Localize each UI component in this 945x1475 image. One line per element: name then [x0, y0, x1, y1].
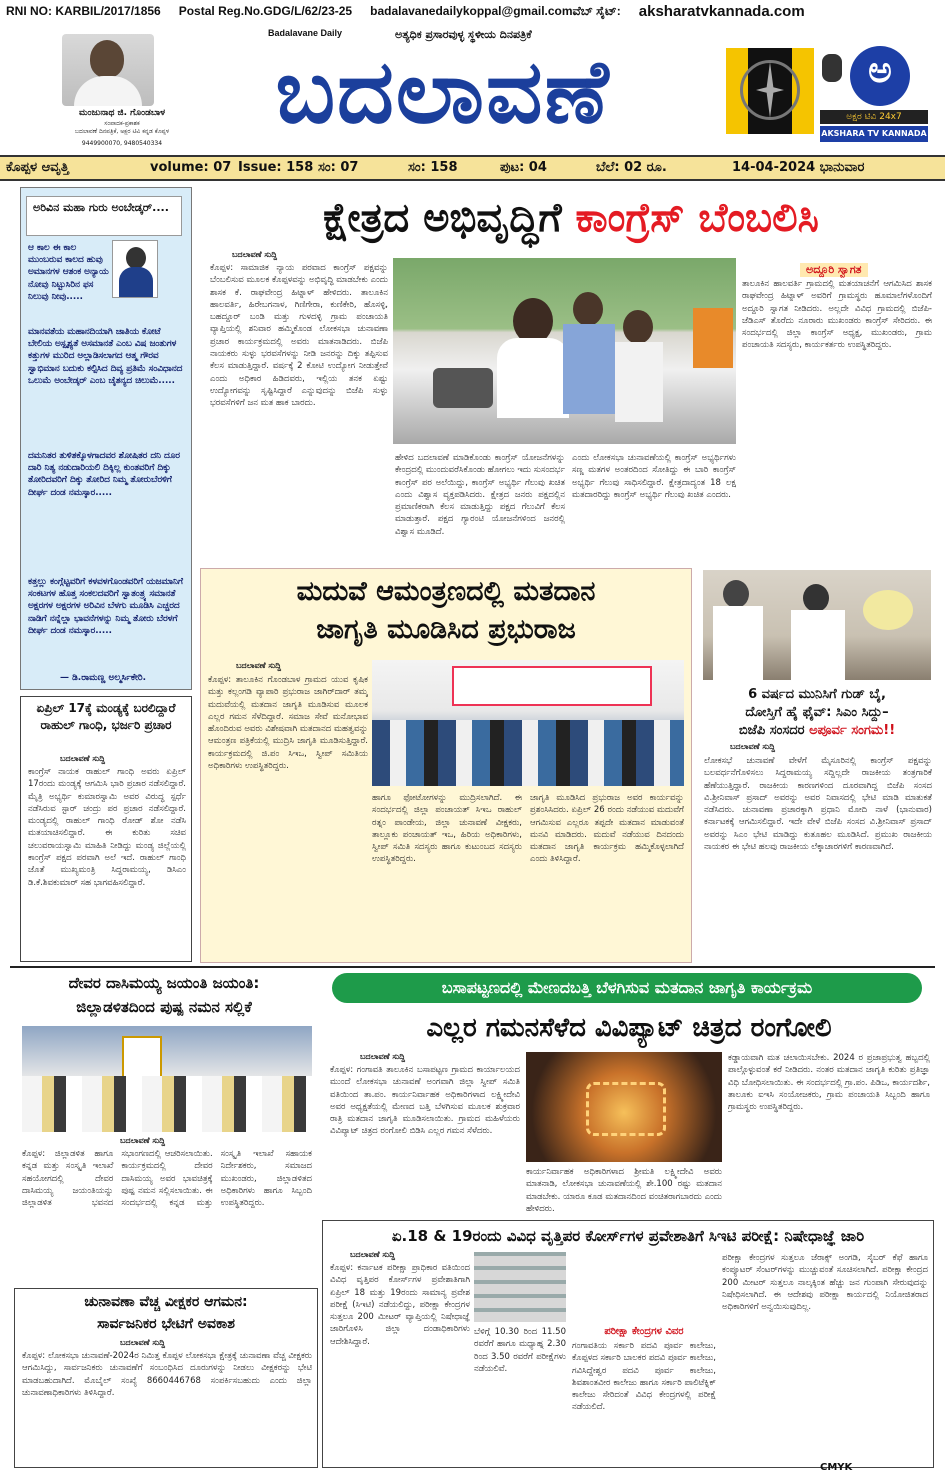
cet-headline: ಏ.18 & 19ರಂದು ವಿವಿಧ ವೃತ್ತಿಪರ ಕೋರ್ಸ್‌ಗಳ ಪ್ರವೇಶಾತಿಗೆ ಸಿಇಟಿ ಪರೀಕ್ಷೆ: ನಿಷೇಧಾಜ್ಞೆ ಜಾರಿ	[391, 1227, 865, 1245]
rangoli-col-3: ಕಡ್ಡಾಯವಾಗಿ ಮತ ಚಲಾಯಿಸಬೇಕು. 2024 ರ ಪ್ರಜಾಪ್ರಭುತ್ವ ಹಬ್ಬದಲ್ಲಿ ಪಾಲ್ಗೊಳ್ಳುವಂತೆ ಕರೆ ನೀಡಿದರು. ನಂತರ ಮತದಾನ ಜಾಗೃತಿ ಕುರಿತು ಪ್ರತಿಜ್ಞಾ ವಿಧಿ ಬೋಧಿಸಲಾಯಿತು. ಈ ಸಂದರ್ಭದಲ್ಲಿ ಗ್ರಾ.ಪಂ. ಪಿಡಿಒ, ಕಾರ್ಯದರ್ಶಿ, ತಾಲೂಕು ಐಇಸಿ ಸಂಯೋಜಕರು, ಗ್ರಾಮ ಪಂಚಾಯತಿ ಸಿಬ್ಬಂದಿ ಹಾಗೂ ಗ್ರಾಮಸ್ಥರು ಉಪಸ್ಥಿತರಿದ್ದರು.	[728, 1053, 930, 1113]
siddu-headline-3b: ಅಪೂರ್ವ ಸಂಗಮ!!	[809, 723, 896, 738]
poet-name: — ಡಿ.ರಾಮಣ್ಣ ಅಲ್ಮರ್ಸಿಕೇರಿ.	[60, 673, 147, 683]
cet-col-2: ಬೆಳಿಗ್ಗೆ 10.30 ರಿಂದ 11.50 ರವರೆಗೆ ಹಾಗೂ ಮಧ್ಯಾಹ್ನ 2.30 ರಿಂದ 3.50 ರವರೆಗೆ ಪರೀಕ್ಷೆಗಳು ನಡೆಯಲಿವೆ.	[474, 1327, 566, 1374]
lead-byline: ಬದಲಾವಣೆ ಸುದ್ದಿ	[232, 250, 278, 259]
siddu-headline-1: 6 ವರ್ಷದ ಮುನಿಸಿಗೆ ಗುಡ್ ಬೈ,	[748, 687, 886, 702]
price: ಬೆಲೆ: 02 ರೂ.	[596, 160, 667, 175]
pages: ಪುಟ: 04	[500, 160, 547, 175]
wedding-col-2: ಹಾಗೂ ಫೋಟೋಗಳನ್ನು ಮುದ್ರಿಸಲಾಗಿದೆ. ಈ ಸಂದರ್ಭದಲ್ಲಿ ಜಿಲ್ಲಾ ಪಂಚಾಯತ್ ಸಿಇಒ ರಾಹುಲ್ ರತ್ನಂ ಪಾಂಡೇಯ, ಜಿಲ್ಲಾ ಚುನಾವಣೆ ವೀಕ್ಷಕರು, ತಾಲ್ಲೂಕು ಪಂಚಾಯತ್ ಇಒ, ಹಿರಿಯ ಅಧಿಕಾರಿಗಳು, ಸ್ವೀಪ್ ಸಮಿತಿ ಸದಸ್ಯರು ಹಾಗೂ ಕುಟುಂಬದ ಸದಸ್ಯರು ಉಪಸ್ಥಿತರಿದ್ದರು.	[372, 793, 522, 865]
lead-col-3: ಎಂದು ಲೋಕಸಭಾ ಚುನಾವಣೆಯಲ್ಲಿ ಕಾಂಗ್ರೆಸ್ ಅಭ್ಯರ್ಥಿಗಳು ಸಣ್ಣ ಮತಗಳ ಅಂತರದಿಂದ ಸೋತಿದ್ದು ಈ ಬಾರಿ ಕಾಂಗ್ರೆಸ್ ಅಭ್ಯರ್ಥಿ ಗೆಲುವು ಸಾಧಿಸಲಿದ್ದಾರೆ. ಕ್ಷೇತ್ರದಾದ್ಯಂತ 18 ಲಕ್ಷ ಮತದಾರರಿದ್ದು ಕಾಂಗ್ರೆಸ್ ಅಭ್ಯರ್ಥಿ ಗೆಲುವು ಖಚಿತ ಎಂದರು.	[572, 453, 736, 500]
cet-col-3: ಗಂಗಾವತಿಯ ಸರ್ಕಾರಿ ಪದವಿ ಪೂರ್ವ ಕಾಲೇಜು, ಕೊಪ್ಪಳದ ಸರ್ಕಾರಿ ಬಾಲಕರ ಪದವಿ ಪೂರ್ವ ಕಾಲೇಜು, ಗವಿಸಿದ್ದೇಶ್ವರ ಪದವಿ ಪೂರ್ವ ಕಾಲೇಜು, ಶಿವಶಾಂತವೀರ ಕಾಲೇಜು ಹಾಗೂ ಸರ್ಕಾರಿ ಪಾಲಿಟೆಕ್ನಿಕ್ ಕಾಲೇಜು ಸೇರಿದಂತೆ ವಿವಿಧ ಕೇಂದ್ರಗಳಲ್ಲಿ ಪರೀಕ್ಷೆ ನಡೆಯಲಿದೆ.	[572, 1341, 716, 1413]
email: badalavanedailykoppal@gmail.comವೆಬ್ ಸೈಟ್:	[370, 3, 621, 18]
cet-byline: ಬದಲಾವಣೆ ಸುದ್ದಿ	[350, 1250, 396, 1259]
website: aksharatvkannada.com	[638, 2, 805, 20]
masthead	[0, 22, 945, 154]
editor-role: ಸಂಪಾದಕ-ಪ್ರಕಾಶಕ	[104, 120, 140, 127]
top-info-bar	[0, 0, 945, 22]
tv-name: AKSHARA TV KANNADA	[820, 126, 928, 142]
election-expense-body: ಕೊಪ್ಪಳ: ಲೋಕಸಭಾ ಚುನಾವಣೆ-2024ರ ನಿಮಿತ್ತ ಕೊಪ್ಪಳ ಲೋಕಸಭಾ ಕ್ಷೇತ್ರಕ್ಕೆ ಚುನಾವಣಾ ವೆಚ್ಚ ವೀಕ್ಷಕರು ಆಗಮಿಸಿದ್ದು, ಸಾರ್ವಜನಿಕರು ಚುನಾವಣೆಗೆ ಸಂಬಂಧಿಸಿದ ದೂರುಗಳನ್ನು ನೀಡಲು ವೀಕ್ಷಕರನ್ನು ಭೇಟಿ ಮಾಡಬಹುದಾಗಿದೆ. ಮೊಬೈಲ್ ಸಂಖ್ಯೆ 8660446768 ಸಂಪರ್ಕಿಸಬಹುದು ಎಂದು ಜಿಲ್ಲಾ ಚುನಾವಣಾಧಿಕಾರಿಗಳು ತಿಳಿಸಿದ್ದಾರೆ.	[22, 1351, 312, 1398]
akshara-tv-logo	[820, 40, 928, 148]
section-divider	[10, 966, 935, 968]
dasimayya-byline: ಬದಲಾವಣೆ ಸುದ್ದಿ	[120, 1136, 166, 1145]
date: 14-04-2024 ಭಾನುವಾರ	[732, 160, 865, 175]
editor-details	[62, 120, 182, 136]
rni-number: RNI NO: KARBIL/2017/1856	[6, 4, 161, 18]
wedding-photo	[372, 660, 684, 786]
rangoli-photo	[526, 1052, 722, 1162]
dasimayya-headline-2: ಜಿಲ್ಲಾಡಳಿತದಿಂದ ಪುಷ್ಪ ನಮನ ಸಲ್ಲಿಕೆ	[76, 998, 252, 1016]
wedding-headline-2: ಜಾಗೃತಿ ಮೂಡಿಸಿದ ಪ್ರಭುರಾಜ	[316, 614, 576, 645]
lead-col-4: ತಾಲೂಕಿನ ಹಾಲವರ್ತಿ ಗ್ರಾಮದಲ್ಲಿ ಮತಯಾಚನೆಗೆ ಆಗಮಿಸಿದ ಶಾಸಕ ರಾಘವೇಂದ್ರ ಹಿಟ್ನಾಳ್ ಅವರಿಗೆ ಗ್ರಾಮಸ್ಥರು ಹೂಮಾಲೆಗಳೊಂದಿಗೆ ಅದ್ದೂರಿ ಸ್ವಾಗತ ನೀಡಿದರು. ಅಲ್ಲದೇ ವಿವಿಧ ಗ್ರಾಮದಲ್ಲಿ ಬಿಜೆಪಿ-ಜೆಡಿಎಸ್ ತೊರೆದು ನೂರಾರು ಮುಖಂಡರು ಕಾಂಗ್ರೆಸ್ ಸೇರಿದರು. ಈ ಸಂದರ್ಭದಲ್ಲಿ ಜಿಲ್ಲಾ ಕಾಂಗ್ರೆಸ್ ಅಧ್ಯಕ್ಷ, ಮುಖಂಡರು, ಗ್ರಾಮ ಪಂಚಾಯತಿ ಸದಸ್ಯರು, ಕಾರ್ಯಕರ್ತರು ಉಪಸ್ಥಿತರಿದ್ದರು.	[742, 279, 932, 351]
poem-stanza-1: ಆ ಕಾಲ ಈ ಕಾಲ ಮುಂಬರುವ ಕಾಲದ ಹುವು ಅಮಾನಗಳ ಆತಂಕ ಅನ್ಯಾಯ ನೋವು ನಿಟ್ಟುಸಿರಿನ ಫಸ ನಿಲುವು ನೀವು.....	[28, 243, 109, 302]
tv-band: ಅಕ್ಷರ ಟಿವಿ 24x7	[820, 110, 928, 124]
poem-stanza-2: ಮಾನವತೆಯ ಮಹಾನದಿಯಾಗಿ ಜಾತಿಯ ಕೋಟೆ ಬೇಲಿಯ ಅಸ್ಪೃಶ್ಯತೆ ಅಸಮಾನತೆ ಎಂಬ ವಿಷ ಜಂತುಗಳ ಕತ್ತುಗಳ ಮುರಿದ ಅಲ್ಲಾಡಿಸಲಾಗದ ಆತ್ಮ ಗೌರವ ಸ್ವಾಭಿಮಾನ ಬದುಕು ಕಲ್ಪಿಸಿದ ದಿವ್ಯ ಪ್ರತಿಮೆ ಸಂವಿಧಾನದ ಒಲುಮೆ ಅಂಬೇಡ್ಕರ್ ಎಂಬ ಚೈತನ್ಯದ ಚಿಲುಮೆ.....	[28, 327, 183, 386]
rangoli-col-1: ಕೊಪ್ಪಳ: ಗಂಗಾವತಿ ತಾಲೂಕಿನ ಬಸಾಪಟ್ಟಣ ಗ್ರಾಮದ ಕಾರ್ಯಾಲಯದ ಮುಂದೆ ಲೋಕಸಭಾ ಚುನಾವಣೆ ಅಂಗವಾಗಿ ಜಿಲ್ಲಾ ಸ್ವೀಪ್ ಸಮಿತಿ ವತಿಯಿಂದ ತಾ.ಪಂ. ಕಾರ್ಯನಿರ್ವಾಹಕ ಅಧಿಕಾರಿಗಳಾದ ಲಕ್ಷ್ಮೀದೇವಿ ಅವರ ಅಧ್ಯಕ್ಷತೆಯಲ್ಲಿ ಮೇಣದ ಬತ್ತಿ ಬೆಳಗಿಸುವ ಮೂಲಕ ಶುಕ್ರವಾರ ರಾತ್ರಿ ಮತದಾನ ಜಾಗೃತಿ ಮೂಡಿಸಲಾಯಿತು. ಗ್ರಾಮದ ಮಹಿಳೆಯರು ವಿವಿಪ್ಯಾಟ್ ಚಿತ್ರದ ರಂಗೋಲಿ ಬಿಡಿಸಿ ಎಲ್ಲರ ಗಮನ ಸೆಳೆದರು.	[330, 1065, 520, 1137]
dasimayya-body: ಕೊಪ್ಪಳ: ಜಿಲ್ಲಾಡಳಿತ ಹಾಗೂ ಕನ್ನಡ ಮತ್ತು ಸಂಸ್ಕೃತಿ ಇಲಾಖೆ ಸಹಯೋಗದಲ್ಲಿ ದೇವರ ದಾಸಿಮಯ್ಯ ಜಯಂತಿಯನ್ನು ಜಿಲ್ಲಾಡಳಿತ ಭವನದ ಸಭಾಂಗಣದಲ್ಲಿ ಆಚರಿಸಲಾಯಿತು. ಕಾರ್ಯಕ್ರಮದಲ್ಲಿ ದೇವರ ದಾಸಿಮಯ್ಯ ಅವರ ಭಾವಚಿತ್ರಕ್ಕೆ ಪುಷ್ಪ ನಮನ ಸಲ್ಲಿಸಲಾಯಿತು. ಈ ಸಂದರ್ಭದಲ್ಲಿ ಕನ್ನಡ ಮತ್ತು ಸಂಸ್ಕೃತಿ ಇಲಾಖೆ ಸಹಾಯಕ ನಿರ್ದೇಶಕರು, ಸಮಾಜದ ಮುಖಂಡರು, ಜಿಲ್ಲಾಡಳಿತದ ಅಧಿಕಾರಿಗಳು ಹಾಗೂ ಸಿಬ್ಬಂದಿ ಉಪಸ್ಥಿತರಿದ್ದರು.	[22, 1149, 312, 1209]
siddu-headline-3a: ಬಿಜೆಪಿ ಸಂಸದರ	[738, 723, 810, 738]
poem-stanza-3: ದಮನಿತರ ತುಳಿತಕ್ಕೊಳಗಾದವರ ಶೋಷಿತರ ದನಿ ದೂರ ದಾರಿ ನಿತ್ಯ ನಡುದಾರಿಯಲಿ ದಿಕ್ಕಿಲ್ಲ ಕುಂತವರಿಗೆ ದಿಕ್ಕು ತೋರಿದವರಿಗೆ ದಿಕ್ಕು ತೋರಿದ ನಿಮ್ಮ ತೋರುಬೆರಳಿಗೆ ದೀರ್ಘ ದಂಡ ನಮಸ್ಕಾರ.....	[28, 451, 180, 498]
rangoli-headline: ಎಲ್ಲರ ಗಮನಸೆಳೆದ ವಿವಿಪ್ಯಾಟ್ ಚಿತ್ರದ ರಂಗೋಲಿ	[426, 1013, 832, 1043]
editor-address: ಬದಲಾವಣೆ ದಿನಪತ್ರಿಕೆ, ಅಕ್ಷರ ಟಿವಿ ಕನ್ನಡ ಕೊಪ್ಪಳ	[74, 128, 170, 135]
election-expense-headline-2: ಸಾರ್ವಜನಿಕರ ಭೇಟಿಗೆ ಅವಕಾಶ	[97, 1316, 235, 1332]
rahul-byline: ಬದಲಾವಣೆ ಸುದ್ದಿ	[60, 754, 106, 763]
wedding-col-3: ಜಾಗೃತಿ ಮೂಡಿಸಿದ ಪ್ರಭುರಾಜ ಅವರ ಕಾರ್ಯವನ್ನು ಪ್ರಶಂಸಿಸಿದರು. ಏಪ್ರಿಲ್ 26 ರಂದು ನಡೆಯುವ ಮದುವೆಗೆ ಆಗಮಿಸುವ ಎಲ್ಲರೂ ತಪ್ಪದೇ ಮತದಾನ ಮಾಡುವಂತೆ ಮನವಿ ಮಾಡಿದರು. ಮದುವೆ ನಡೆಯುವ ದಿನದಂದು ಮತದಾನ ಜಾಗೃತಿ ಕಾರ್ಯಕ್ರಮ ಹಮ್ಮಿಕೊಳ್ಳಲಾಗಿದೆ ಎಂದು ತಿಳಿಸಿದ್ದಾರೆ.	[530, 793, 684, 865]
cmyk-mark: CMYK	[820, 1462, 853, 1473]
compass-logo	[726, 48, 814, 134]
edition: ಕೊಪ್ಪಳ ಆವೃತ್ತಿ	[6, 160, 69, 175]
lead-col-2: ಹೇಳಿದ ಬದಲಾವಣೆ ಮಾಡಿಕೊಂಡು ಕಾಂಗ್ರೆಸ್ ಯೋಜನೆಗಳನ್ನು ಕೇಂದ್ರದಲ್ಲಿ ಮುಂದುವರೆಸಿಕೊಂಡು ಹೋಗಲು ಇದು ಸುಸಂದರ್ಭ ಕಾಂಗ್ರೆಸ್ ಪರ ಅಲೆಯಿದ್ದು, ಕಾಂಗ್ರೆಸ್ ಅಭ್ಯರ್ಥಿ ಗೆಲುವು ಖಚಿತ ಎಂದು ವಿಶ್ವಾಸ ವ್ಯಕ್ತಪಡಿಸಿದರು. ಕ್ಷೇತ್ರದ ಜನರು ಪಕ್ಷದಲ್ಲಿನ ಪ್ರಮಾಣಿಕರಾಗಿ ಕೆಲಸ ಮಾಡುತ್ತಿದ್ದು ಪಕ್ಷದ ಗೆಲುವಿಗೆ ಕೆಲಸ ಮಾಡುತ್ತಾರೆ. ಪಕ್ಷದ ಗ್ಯಾರಂಟಿ ಯೋಜನೆಗಳಿಂದ ಜನರಲ್ಲಿ ವಿಶ್ವಾಸ ಮೂಡಿದೆ.	[395, 453, 565, 537]
siddu-photo	[703, 570, 931, 680]
poem-stanza-4: ಕತ್ತಲ್ಲು ಕಂಗ್ಗೆಟ್ಟವರಿಗೆ ಕಳವಳಗೊಂಡವರಿಗೆ ಯಜಮಾನಿಗೆ ಸಂಕಟಗಳ ಹೊತ್ತ ಸಂಕಲದವರಿಗೆ ಸ್ವಾತಂತ್ರ್ಯ ಸಮಾನತೆ ಅಕ್ಷರಗಳ ಅಕ್ಷರಗಳ ಅರಿವಿನ ಬೆಳಗು ಮೂಡಿಸಿ ಎಚ್ಚರದ ನಾಡಿಗೆ ನನ್ನೆಲ್ಲಾ ಭಾವನೆಗಳನ್ನು ನಿಮ್ಮ ತೋರು ಬೆರಳಗೆ ದೀರ್ಘ ದಂಡ ನಮಸ್ಕಾರ.....	[28, 577, 183, 636]
wedding-byline: ಬದಲಾವಣೆ ಸುದ್ದಿ	[236, 661, 282, 670]
cet-col-4: ಪರೀಕ್ಷಾ ಕೇಂದ್ರಗಳ ಸುತ್ತಲೂ ಜೆರಾಕ್ಸ್ ಅಂಗಡಿ, ಸೈಬರ್ ಕೆಫೆ ಹಾಗೂ ಕಂಪ್ಯೂಟರ್ ಸೆಂಟರ್‌ಗಳನ್ನು ಮುಚ್ಚುವಂತೆ ಸೂಚಿಸಲಾಗಿದೆ. ಪರೀಕ್ಷಾ ಕೇಂದ್ರದ 200 ಮೀಟರ್ ಸುತ್ತಲೂ ನಾಲ್ಕಕ್ಕಿಂತ ಹೆಚ್ಚು ಜನ ಗುಂಪಾಗಿ ಸೇರುವುದನ್ನು ನಿಷೇಧಿಸಲಾಗಿದೆ. ಈ ಆದೇಶವು ಪರೀಕ್ಷಾ ಕಾರ್ಯದಲ್ಲಿ ನಿಯೋಜಿತರಾದ ಅಧಿಕಾರಿಗಳಿಗೆ ಅನ್ವಯಿಸುವುದಿಲ್ಲ.	[722, 1253, 928, 1313]
dasimayya-headline-1: ದೇವರ ದಾಸಿಮಯ್ಯ ಜಯಂತಿ ಜಯಂತಿ:	[68, 974, 260, 992]
akshara-letter-icon: ಅ	[868, 50, 892, 91]
dasimayya-photo	[22, 1026, 312, 1132]
postal-reg: Postal Reg.No.GDG/L/62/23-25	[178, 4, 353, 18]
rahul-body: ಕಾಂಗ್ರೆಸ್ ನಾಯಕ ರಾಹುಲ್ ಗಾಂಧಿ ಅವರು ಏಪ್ರಿಲ್ 17ರಂದು ಮಂಡ್ಯಕ್ಕೆ ಆಗಮಿಸಿ ಭಾರಿ ಪ್ರಚಾರ ನಡೆಸಲಿದ್ದಾರೆ. ಮೈತ್ರಿ ಅಭ್ಯರ್ಥಿ ಕುಮಾರಸ್ವಾಮಿ ಅವರ ವಿರುದ್ಧ ಸ್ಪರ್ಧೆ ನಡೆಸಿರುವ ಸ್ಟಾರ್ ಚಂದ್ರು ಪರ ಪ್ರಚಾರ ನಡೆಸಲಿದ್ದಾರೆ. ಮಂಡ್ಯದಲ್ಲಿ ರಾಹುಲ್ ಗಾಂಧಿ ರೋಡ್ ಶೋ ನಡೆಸಿ ಮತಯಾಚಿಸಲಿದ್ದಾರೆ. ಈ ಕುರಿತು ಸಚಿವ ಚಲುವರಾಯಸ್ವಾಮಿ ಮಾಹಿತಿ ನೀಡಿದ್ದು ಮಂಡ್ಯ ಜಿಲ್ಲೆಯಲ್ಲಿ ಕಾಂಗ್ರೆಸ್ ಪಕ್ಷದ ಪರವಾಗಿ ಅಲೆ ಇದೆ. ರಾಹುಲ್ ಗಾಂಧಿ ಜೊತೆ ಮುಖ್ಯಮಂತ್ರಿ ಸಿದ್ದರಾಮಯ್ಯ, ಡಿಸಿಎಂ ಡಿ.ಕೆ.ಶಿವಕುಮಾರ್ ಸಹ ಭಾಗವಹಿಸಲಿದ್ದಾರೆ.	[28, 767, 186, 888]
wedding-col-1: ಕೊಪ್ಪಳ: ತಾಲೂಕಿನ ಗೊಂಡಬಾಳ ಗ್ರಾಮದ ಯುವ ಕೃಷಿಕ ಮತ್ತು ಕಲ್ಲಂಗಡಿ ವ್ಯಾಪಾರಿ ಪ್ರಭುರಾಜ ಜಾಗಿರ್‌ದಾರ್ ತಮ್ಮ ಮದುವೆಯಲ್ಲಿ ಮತದಾನ ಜಾಗೃತಿ ಮೂಡಿಸುವ ಮೂಲಕ ಎಲ್ಲರ ಗಮನ ಸೆಳೆದಿದ್ದಾರೆ. ಸಮಾಜ ಸೇವೆ ಮನೋಭಾವ ಹೊಂದಿರುವ ಅವರು ವಿಶೇಷವಾಗಿ ಮತದಾನದ ಮಹತ್ವವನ್ನು ಆಮಂತ್ರಣ ಪತ್ರಿಕೆಯಲ್ಲಿ ಮುದ್ರಿಸಿ ಜಾಗೃತಿ ಮೂಡಿಸುತ್ತಿದ್ದಾರೆ. ಕಾರ್ಯಕ್ರಮದಲ್ಲಿ ಜಿ.ಪಂ ಸಿಇಒ, ಸ್ವೀಪ್ ಸಮಿತಿಯ ಅಧಿಕಾರಿಗಳು ಉಪಸ್ಥಿತರಿದ್ದರು.	[208, 675, 368, 772]
lead-subtitle: ಅದ್ದೂರಿ ಸ್ವಾಗತ	[800, 263, 868, 277]
rangoli-col-2: ಕಾರ್ಯನಿರ್ವಾಹಕ ಅಧಿಕಾರಿಗಳಾದ ಶ್ರೀಮತಿ ಲಕ್ಷ್ಮೀದೇವಿ ಅವರು ಮಾತನಾಡಿ, ಲೋಕಸಭಾ ಚುನಾವಣೆಯಲ್ಲಿ ಶೇ.100 ರಷ್ಟು ಮತದಾನ ಮಾಡಬೇಕು. ಯಾರೂ ಕೂಡ ಮತದಾನದಿಂದ ವಂಚಿತರಾಗಬಾರದು ಎಂದು ಹೇಳಿದರು.	[526, 1167, 722, 1214]
paper-english-name: Badalavane Daily	[268, 28, 343, 38]
siddu-byline: ಬದಲಾವಣೆ ಸುದ್ದಿ	[730, 742, 776, 751]
lead-headline	[200, 190, 942, 246]
lead-headline-black: ಕ್ಷೇತ್ರದ ಅಭಿವೃದ್ಧಿಗೆ	[323, 195, 562, 241]
siddu-headline-2: ದೋಸ್ತಿಗೆ ಹೈ ಫೈವ್: ಸಿಎಂ ಸಿದ್ದು–	[745, 705, 889, 720]
volume: volume: 07	[150, 160, 232, 175]
sanchike: ಸಂ: 158	[408, 160, 458, 175]
lead-col-1: ಕೊಪ್ಪಳ: ಸಾಮಾಜಿಕ ನ್ಯಾಯ ಪರವಾದ ಕಾಂಗ್ರೆಸ್ ಪಕ್ಷವನ್ನು ಬೆಂಬಲಿಸುವ ಮೂಲಕ ಕೊಪ್ಪಳವನ್ನು ಅಭಿವೃದ್ಧಿ ಮಾಡಬೇಕು ಎಂದು ಶಾಸಕ ಕೆ. ರಾಘವೇಂದ್ರ ಹಿಟ್ನಾಳ್ ಹೇಳಿದರು. ತಾಲೂಕಿನ ಹಾಲವರ್ತಿ, ಹಿರೇಬಗನಾಳ, ಗಿಣಿಗೇರಾ, ಕುಣಿಕೇರಿ, ಹೊಸಳ್ಳಿ, ಬಹದ್ದೂರ್ ಬಂಡಿ ಮತ್ತು ಗುಳದಳ್ಳಿ ಗ್ರಾಮ ಪಂಚಾಯತಿ ವ್ಯಾಪ್ತಿಯಲ್ಲಿ ಶನಿವಾರ ಹಮ್ಮಿಕೊಂಡ ಲೋಕಸಭಾ ಚುನಾವಣಾ ಪ್ರಚಾರ ಕಾರ್ಯಕ್ರಮದಲ್ಲಿ ಅವರು ಮಾತನಾಡಿದರು. ಬಿಜೆಪಿ ನಾಯಕರು ಸುಳ್ಳು ಭರವಸೆಗಳನ್ನು ನೀಡಿ ಜನರನ್ನು ದಿಕ್ಕು ತಪ್ಪಿಸುವ ಕೆಲಸ ಮಾಡುತ್ತಿದ್ದಾರೆ. ವರ್ಷಕ್ಕೆ 2 ಕೋಟಿ ಉದ್ಯೋಗ ನೀಡುತ್ತೇವೆ ಎಂದು ಅಧಿಕಾರ ಹಿಡಿದವರು, ಇಲ್ಲಿಯ ತನಕ ಏಷ್ಟು ಉದ್ಯೋಗವನ್ನು ಸೃಷ್ಟಿಸಿದ್ದಾರೆ ಎನ್ನುವುದನ್ನು ಬಿಜೆಪಿ ಸುಳ್ಳು ಭರವಸೆಗಳಿಗೆ ಜನ ಮತ ಹಾಕ ಬಾರದು.	[210, 263, 388, 409]
election-expense-headline-1: ಚುನಾವಣಾ ವೆಚ್ಚ ವೀಕ್ಷಕರ ಆಗಮನ:	[84, 1294, 248, 1310]
rangoli-banner: ಬಸಾಪಟ್ಟಣದಲ್ಲಿ ಮೇಣದಬತ್ತಿ ಬೆಳಗಿಸುವ ಮತದಾನ ಜಾಗೃತಿ ಕಾರ್ಯಕ್ರಮ	[332, 973, 922, 1003]
samputa: ಸಂ: 07	[318, 160, 359, 175]
poem-title: ಅರಿವಿನ ಮಹಾ ಗುರು ಅಂಬೇಡ್ಕರ್....	[26, 196, 182, 236]
ambedkar-portrait	[112, 240, 158, 298]
issue: Issue: 158	[238, 160, 314, 175]
lead-photo	[393, 258, 736, 444]
election-expense-byline: ಬದಲಾವಣೆ ಸುದ್ದಿ	[120, 1338, 166, 1347]
editor-phone: 9449900070, 9480540334	[81, 140, 163, 147]
cet-photo	[474, 1252, 566, 1322]
exam-centres-title: ಪರೀಕ್ಷಾ ಕೇಂದ್ರಗಳ ವಿವರ	[604, 1326, 684, 1337]
rahul-headline: ಏಪ್ರಿಲ್ 17ಕ್ಕೆ ಮಂಡ್ಯಕ್ಕೆ ಬರಲಿದ್ದಾರೆ ರಾಹುಲ್ ಗಾಂಧಿ, ಭರ್ಜರಿ ಪ್ರಚಾರ	[36, 701, 176, 732]
issue-info-bar	[0, 155, 945, 181]
microphone-icon	[822, 54, 842, 82]
paper-logo: ಬದಲಾವಣೆ	[275, 40, 611, 143]
lead-headline-red: ಕಾಂಗ್ರೆಸ್ ಬೆಂಬಲಿಸಿ	[575, 195, 819, 241]
editor-name: ಮಂಜುನಾಥ ಜಿ. ಗೊಂಡಬಾಳ	[78, 108, 166, 118]
rangoli-byline: ಬದಲಾವಣೆ ಸುದ್ದಿ	[360, 1052, 406, 1061]
cet-col-1: ಕೊಪ್ಪಳ: ಕರ್ನಾಟಕ ಪರೀಕ್ಷಾ ಪ್ರಾಧಿಕಾರ ವತಿಯಿಂದ ವಿವಿಧ ವೃತ್ತಿಪರ ಕೋರ್ಸ್‌ಗಳ ಪ್ರವೇಶಾತಿಗಾಗಿ ಏಪ್ರಿಲ್ 18 ಮತ್ತು 19ರಂದು ಸಾಮಾನ್ಯ ಪ್ರವೇಶ ಪರೀಕ್ಷೆ (ಸಿಇಟಿ) ನಡೆಯಲಿದ್ದು, ಪರೀಕ್ಷಾ ಕೇಂದ್ರಗಳ ಸುತ್ತಲೂ 200 ಮೀಟರ್ ವ್ಯಾಪ್ತಿಯಲ್ಲಿ ನಿಷೇಧಾಜ್ಞೆ ಜಾರಿಗೊಳಿಸಿ ಜಿಲ್ಲಾ ದಂಡಾಧಿಕಾರಿಗಳು ಆದೇಶಿಸಿದ್ದಾರೆ.	[330, 1263, 470, 1347]
siddu-headline-3	[700, 722, 934, 740]
editor-photo	[62, 34, 154, 106]
wedding-headline-1: ಮದುವೆ ಆಮಂತ್ರಣದಲ್ಲಿ ಮತದಾನ	[296, 576, 596, 607]
tagline: ಅತ್ಯಧಿಕ ಪ್ರಸಾರವುಳ್ಳ ಸ್ಥಳೀಯ ದಿನಪತ್ರಿಕೆ	[395, 28, 532, 41]
siddu-body: ಲೋಕಸಭೆ ಚುನಾವಣೆ ವೇಳೆಗೆ ಮೈಸೂರಿನಲ್ಲಿ ಕಾಂಗ್ರೆಸ್ ಪಕ್ಷವನ್ನು ಬಲವರ್ಧನೆಗೊಳಿಸಲು ಸಿದ್ದರಾಮಯ್ಯ ಸದ್ದಿಲ್ಲದೇ ರಾಜಕೀಯ ತಂತ್ರಗಾರಿಕೆ ಹೆಣೆಯುತ್ತಿದ್ದಾರೆ. ರಾಜಕೀಯ ಕಾರಣಗಳಿಂದ ದೂರವಾಗಿದ್ದ ಬಿಜೆಪಿ ಸಂಸದ ವಿ.ಶ್ರೀನಿವಾಸ್ ಪ್ರಸಾದ್ ಅವರನ್ನು ಅವರ ನಿವಾಸದಲ್ಲಿ ಭೇಟಿ ಮಾಡಿ ಮಾತುಕತೆ ನಡೆಸಿದರು. ಚುನಾವಣಾ ಪ್ರಚಾರಕ್ಕಾಗಿ ಪ್ರಧಾನಿ ಮೋದಿ ನಾಳೆ (ಭಾನುವಾರ) ಕರ್ನಾಟಕಕ್ಕೆ ಆಗಮಿಸಲಿದ್ದಾರೆ. ಇದೇ ವೇಳೆ ಬಿಜೆಪಿ ಸಂಸದ ವಿ.ಶ್ರೀನಿವಾಸ್ ಪ್ರಸಾದ್ ಅವರನ್ನು ಸಿಎಂ ಭೇಟಿ ಮಾಡಿದ್ದು ಕುತೂಹಲ ಮೂಡಿಸಿದೆ. ಪ್ರಮುಖ ರಾಜಕೀಯ ನಾಯಕರ ಈ ಭೇಟಿ ಹಲವು ರಾಜಕೀಯ ಲೆಕ್ಕಾಚಾರಗಳಿಗೆ ಕಾರಣವಾಗಿದೆ.	[704, 756, 932, 853]
